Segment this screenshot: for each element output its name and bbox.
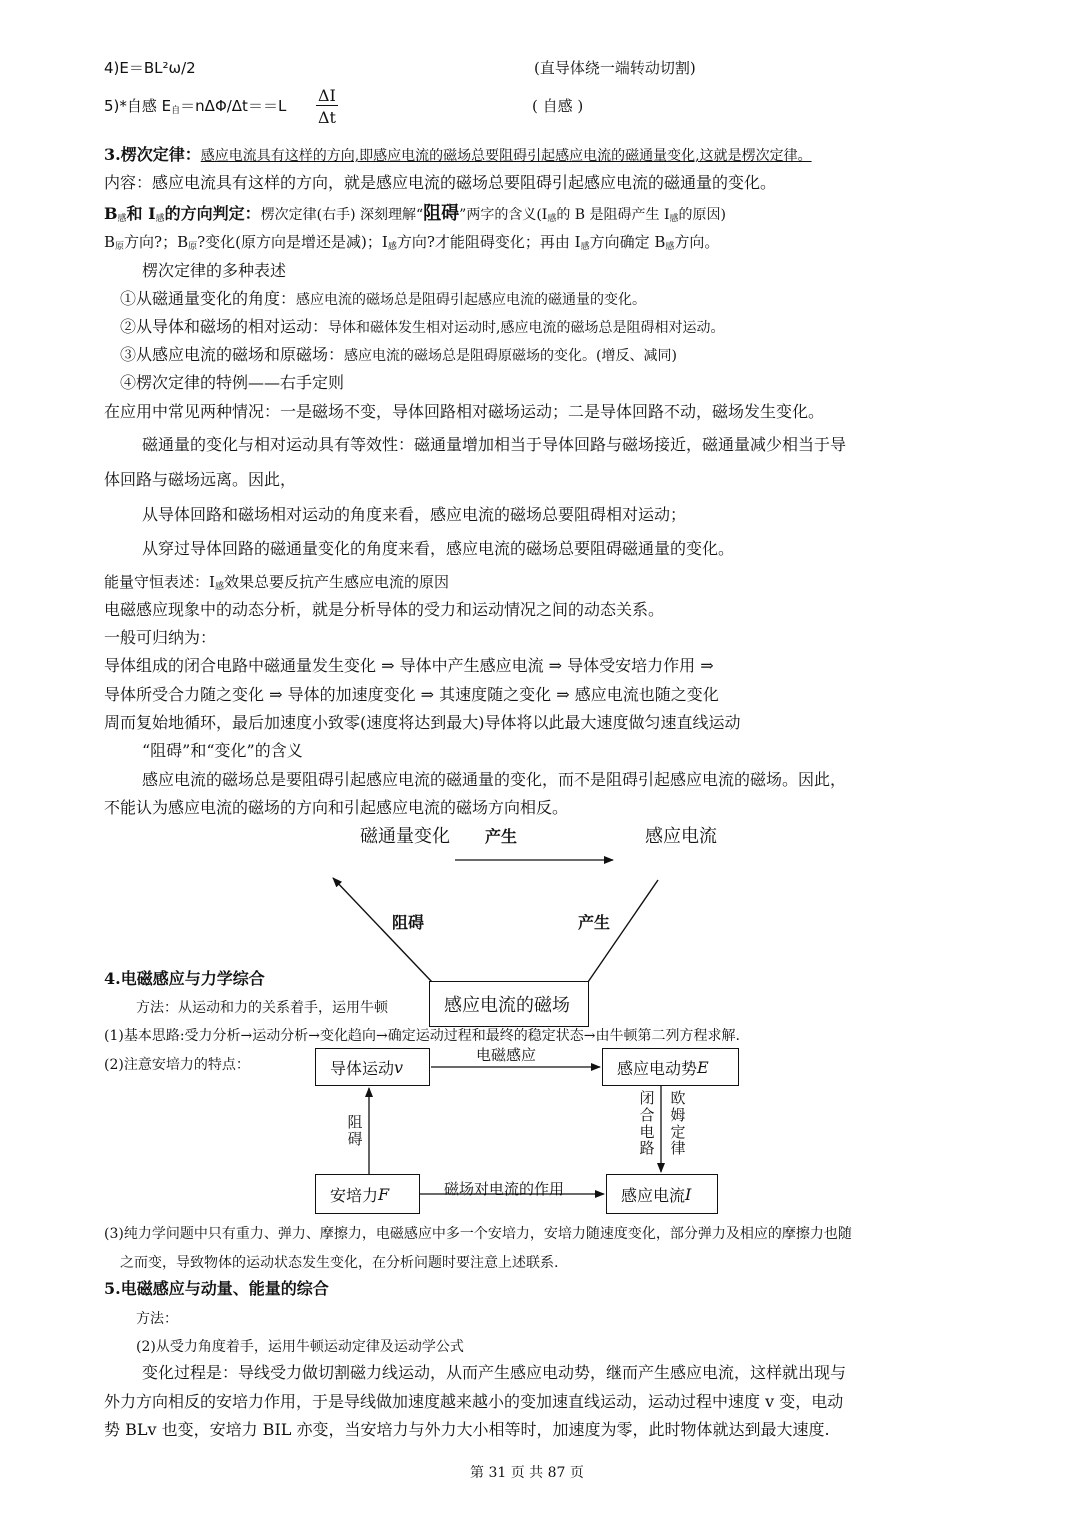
chain-line-2: 导体所受合力随之变化 ⇒ 导体的加速度变化 ⇒ 其速度随之变化 ⇒ 感应电流也随之变化 [104, 685, 719, 704]
section4-basic-approach: (1)基本思路:受力分析→运动分析→变化趋向→确定运动过程和最终的稳定状态→由牛顿第二列方程求解. [104, 1028, 740, 1044]
direction-judgement: $B_感$和 $I_感$的方向判定：楞次定律(右手) 深刻理解“阻碍”两字的含义($I_感$的 B 是阻碍产生 $I_感$的原因) [104, 203, 726, 224]
label-field-on-current: 磁场对电流的作用 [444, 1180, 565, 1198]
section5-method: 方法： [136, 1311, 178, 1327]
equivalence-line-1: 磁通量的变化与相对运动具有等效性：磁通量增加相当于导体回路与磁场接近，磁通量减少相当于导 [142, 435, 847, 454]
formula-5: 5)*自感 $E_自=n\Delta\Phi/\Delta t==L$ [104, 97, 287, 116]
section5-item2: (2)从受力角度着手，运用牛顿运动定律及运动学公式 [136, 1339, 464, 1355]
box-ampere-force: 安培力 F [315, 1174, 420, 1214]
two-cases: 在应用中常见两种情况：一是磁场不变，导体回路相对磁场运动；二是导体回路不动，磁场发生变化。 [104, 402, 825, 421]
dynamic-analysis: 电磁感应现象中的动态分析，就是分析导体的受力和运动情况之间的动态关系。 [104, 600, 665, 619]
formula-5-note: ( 自感 ) [532, 97, 584, 115]
label-ohm-law-vertical: 欧姆定律 [670, 1089, 686, 1158]
diagram1-box-induced-field: 感应电流的磁场 [429, 981, 589, 1027]
box-conductor-motion: 导体运动 v [315, 1048, 430, 1086]
fraction-numerator: ΔI [318, 86, 336, 105]
label-em-induction: 电磁感应 [476, 1046, 537, 1064]
label-closed-circuit-vertical: 闭合电路 [639, 1089, 655, 1158]
section3-content: 内容：感应电流具有这样的方向，就是感应电流的磁场总要阻碍引起感应电流的磁通量的变化。 [104, 173, 777, 192]
meaning-title: “阻碍”和“变化”的含义 [142, 741, 303, 760]
section5-process-line3: 势 BLv 也变，安培力 BIL 亦变，当安培力与外力大小相等时，加速度为零，此时物体就达到最大速度. [104, 1420, 830, 1439]
section5-process-line1: 变化过程是：导线受力做切割磁力线运动，从而产生感应电动势，继而产生感应电流，这样就出现与 [142, 1363, 847, 1382]
meaning-line-1: 感应电流的磁场总是要阻碍引起感应电流的磁通量的变化，而不是阻碍引起感应电流的磁场。因此， [142, 770, 847, 789]
section4-heading: 4.电磁感应与力学综合 [104, 969, 265, 988]
diagram1-produce-label: 产生 [578, 913, 611, 932]
fraction-denominator: Δt [317, 108, 336, 127]
many-forms-title: 楞次定律的多种表述 [142, 261, 287, 280]
box-induced-current: 感应电流 I [606, 1174, 718, 1214]
form-item-4: ④楞次定律的特例——右手定则 [120, 373, 345, 392]
page-footer: 第 31 页 共 87 页 [470, 1465, 584, 1481]
chain-line-1: 导体组成的闭合电路中磁通量发生变化 ⇒ 导体中产生感应电流 ⇒ 导体受安培力作用 ⇒ [104, 656, 714, 675]
equivalence-line-2: 体回路与磁场远离。因此， [104, 470, 297, 489]
label-hinder-vertical: 阻碍 [347, 1113, 363, 1148]
diagram1-hinder-label: 阻碍 [392, 913, 425, 932]
section4-ampere-notice: (2)注意安培力的特点： [104, 1057, 250, 1073]
energy-statement: 能量守恒表述：$I_感$效果总要反抗产生感应电流的原因 [104, 573, 449, 592]
diagram1-produce-top: 产生 [485, 827, 518, 846]
view-flux-change: 从穿过导体回路的磁通量变化的角度来看，感应电流的磁场总要阻碍磁通量的变化。 [142, 539, 735, 558]
form-item-2: ②从导体和磁场的相对运动：导体和磁体发生相对运动时,感应电流的磁场总是阻碍相对运动。 [120, 317, 725, 336]
chain-line-3: 周而复始地循环，最后加速度小致零(速度将达到最大)导体将以此最大速度做匀速直线运动 [104, 713, 741, 732]
view-relative-motion: 从导体回路和磁场相对运动的角度来看，感应电流的磁场总要阻碍相对运动； [142, 505, 687, 524]
section5-process-line2: 外力方向相反的安培力作用，于是导线做加速度越来越小的变加速直线运动，运动过程中速度 v 变，电动 [104, 1392, 844, 1411]
box-induced-emf: 感应电动势 E [602, 1048, 739, 1086]
formula-4: 4)E＝BL²ω/2 [104, 59, 196, 77]
diagram1-flux-change: 磁通量变化 [360, 826, 450, 847]
direction-steps: $B_原$方向?；$B_原$?变化(原方向是增还是减)；$I_感$方向?才能阻碍变化；再由 $I_感$方向确定 $B_感$方向。 [104, 233, 720, 252]
meaning-line-2: 不能认为感应电流的磁场的方向和引起感应电流的磁场方向相反。 [104, 798, 569, 817]
section4-method: 方法：从运动和力的关系着手，运用牛顿 [136, 1000, 388, 1016]
formula-4-note: (直导体绕一端转动切割) [534, 59, 696, 77]
diagram1-induced-current: 感应电流 [645, 826, 717, 847]
section4-para3-line1: (3)纯力学问题中只有重力、弹力、摩擦力，电磁感应中多一个安培力，安培力随速度变化，部分弹力及相应的摩擦力也随 [104, 1226, 852, 1242]
form-item-1: ①从磁通量变化的角度：感应电流的磁场总是阻碍引起感应电流的磁通量的变化。 [120, 289, 647, 308]
summary-lead: 一般可归纳为： [104, 628, 217, 647]
section4-para3-line2: 之而变，导致物体的运动状态发生变化，在分析问题时要注意上述联系. [120, 1255, 559, 1271]
section3-heading: 3.楞次定律：感应电流具有这样的方向,即感应电流的磁场总要阻碍引起感应电流的磁通量变化,这就是楞次定律。 [104, 145, 812, 164]
section5-heading: 5.电磁感应与动量、能量的综合 [104, 1279, 329, 1298]
form-item-3: ③从感应电流的磁场和原磁场：感应电流的磁场总是阻碍原磁场的变化。(增反、减同) [120, 345, 677, 364]
